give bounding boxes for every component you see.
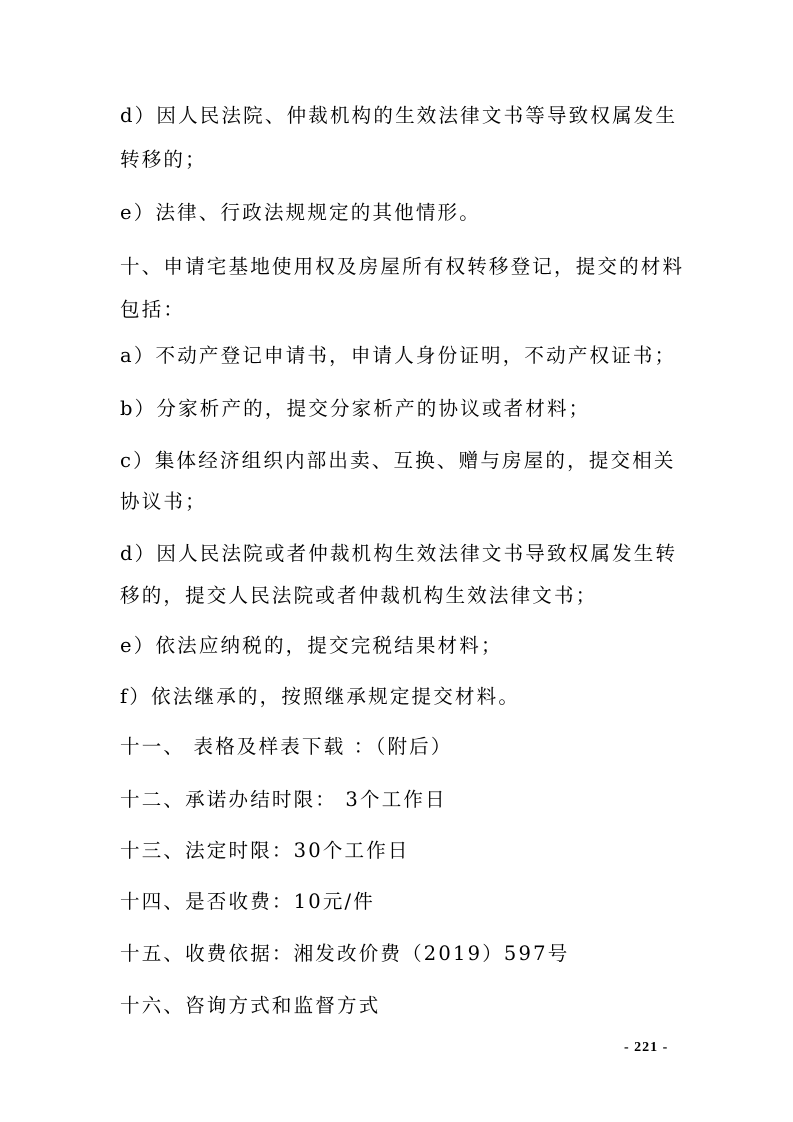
section-heading-11-forms: 十一、 表格及样表下载 ：（附后）: [120, 735, 453, 758]
list-item-c-continuation: 协议书；: [120, 490, 207, 513]
list-item-d-continuation: 移的，提交人民法院或者仲裁机构生效法律文书；: [120, 584, 598, 607]
text-line-d-continuation: 转移的；: [120, 148, 207, 171]
list-item-a-application: a）不动产登记申请书，申请人身份证明，不动产权证书；: [120, 344, 677, 367]
list-item-d-court-documents: d）因人民法院或者仲裁机构生效法律文书导致权属发生转: [120, 542, 678, 565]
page-number: - 221 -: [624, 1040, 669, 1055]
text-line-d-effective-documents: d）因人民法院、仲裁机构的生效法律文书等导致权属发生: [120, 104, 678, 127]
text-line-e-other-circumstances: e）法律、行政法规规定的其他情形。: [120, 201, 481, 224]
list-item-c-collective-transfer: c）集体经济组织内部出卖、互换、赠与房屋的，提交相关: [120, 449, 676, 472]
section-heading-16-consultation: 十六、咨询方式和监督方式: [120, 994, 381, 1017]
section-heading-15-fee-basis: 十五、收费依据：湘发改价费（2019）597号: [120, 942, 570, 965]
section-heading-13-legal-time: 十三、法定时限：30个工作日: [120, 839, 410, 862]
section-heading-10: 十、申请宅基地使用权及房屋所有权转移登记，提交的材料: [120, 255, 685, 278]
list-item-f-inheritance: f）依法继承的，按照继承规定提交材料。: [120, 685, 521, 708]
list-item-e-tax: e）依法应纳税的，提交完税结果材料；: [120, 634, 503, 657]
section-heading-12-promised-time: 十二、承诺办结时限： 3个工作日: [120, 788, 447, 811]
list-item-b-family-division: b）分家析产的，提交分家析产的协议或者材料；: [120, 397, 591, 420]
section-heading-10-continuation: 包括：: [120, 298, 186, 321]
section-heading-14-fee: 十四、是否收费：10元/件: [120, 890, 375, 913]
